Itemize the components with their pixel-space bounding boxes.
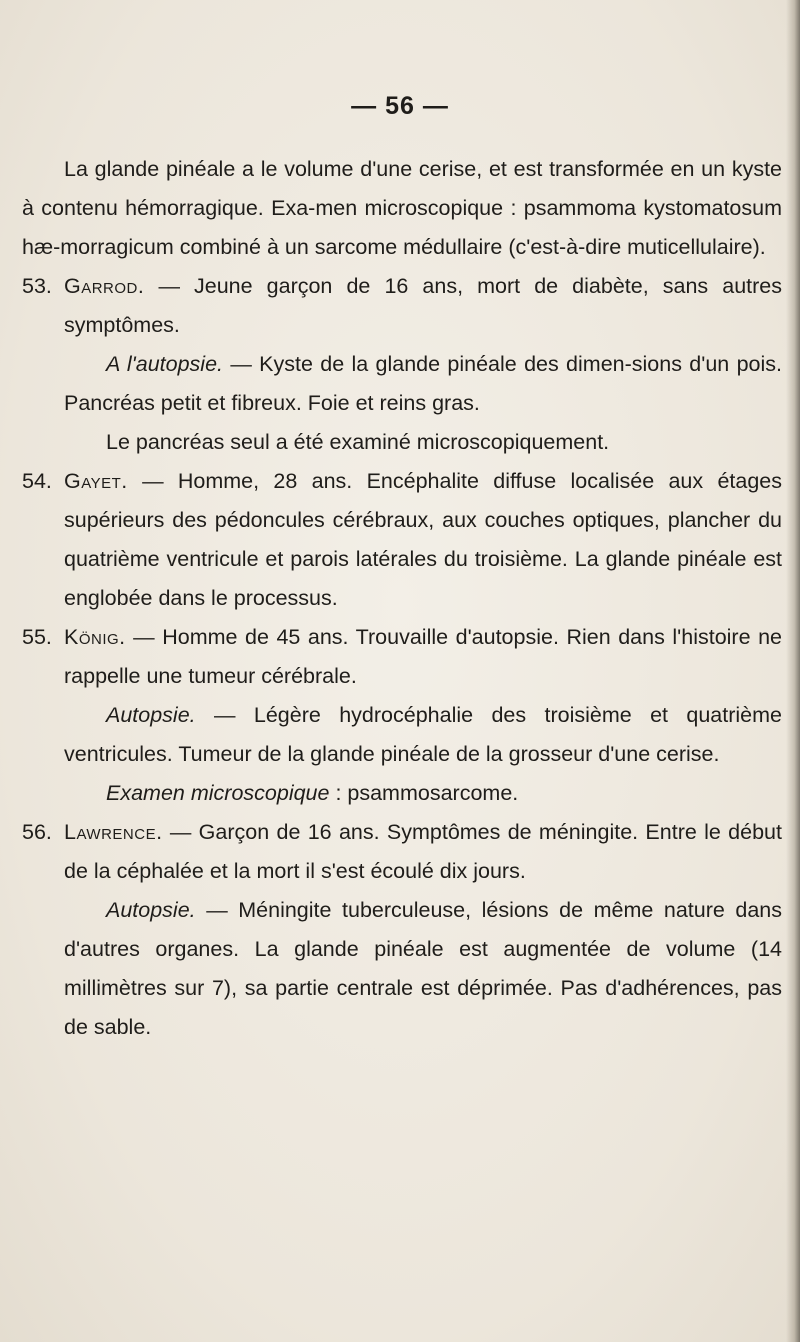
section-label: A l'autopsie. xyxy=(106,352,224,376)
case-author: Gayet. xyxy=(64,469,128,493)
case-section xyxy=(22,696,782,774)
case-author: König. xyxy=(64,625,126,649)
case-author: Garrod. xyxy=(64,274,145,298)
case-section xyxy=(22,423,782,462)
page-edge-shadow xyxy=(786,0,800,1342)
case-text: — Homme, 28 ans. Encéphalite diffuse localisée aux étages supérieurs des pédoncules cérébraux, aux couches optiques, plancher du quatrième ventricule et parois latérales du troisième. La glande pinéale est englobée dans le processus. xyxy=(64,469,782,610)
case-text: — Jeune garçon de 16 ans, mort de diabète, sans autres symptômes. xyxy=(64,274,782,337)
case-number: 56. xyxy=(22,820,52,844)
case-entry-56 xyxy=(22,813,782,891)
case-entry-54 xyxy=(22,462,782,618)
case-number: 55. xyxy=(22,625,52,649)
case-number: 54. xyxy=(22,469,52,493)
case-text: — Garçon de 16 ans. Symptômes de méningite. Entre le début de la céphalée et la mort il s'est écoulé dix jours. xyxy=(64,820,782,883)
page-number: — 56 — xyxy=(351,92,449,120)
section-text: — Méningite tuberculeuse, lésions de même nature dans d'autres organes. La glande pinéale est augmentée de volume (14 millimètres sur 7), sa partie centrale est déprimée. Pas d'adhérences, pas de sable. xyxy=(64,898,782,1039)
section-label: Autopsie. xyxy=(106,898,196,922)
case-text: — Homme de 45 ans. Trouvaille d'autopsie. Rien dans l'histoire ne rappelle une tumeur cérébrale. xyxy=(64,625,782,688)
case-section xyxy=(22,891,782,1047)
case-entry-55 xyxy=(22,618,782,696)
case-section xyxy=(22,774,782,813)
section-text: Le pancréas seul a été examiné microscopiquement. xyxy=(106,430,610,454)
section-text: : psammosarcome. xyxy=(329,781,519,805)
section-label: Examen microscopique xyxy=(106,781,330,805)
section-text: — Kyste de la glande pinéale des dimen-sions d'un pois. Pancréas petit et fibreux. Foie et reins gras. xyxy=(64,352,782,415)
case-author: Lawrence. xyxy=(64,820,163,844)
case-number: 53. xyxy=(22,274,52,298)
case-entry-53 xyxy=(22,267,782,345)
section-label: Autopsie. xyxy=(106,703,196,727)
page-text xyxy=(22,150,782,1047)
section-text: — Légère hydrocéphalie des troisième et quatrième ventricules. Tumeur de la glande pinéale de la grosseur d'une cerise. xyxy=(64,703,782,766)
intro-paragraph: La glande pinéale a le volume d'une cerise, et est transformée en un kyste à contenu hémorragique. Exa-men microscopique : psammoma kystomatosum hæ-morragicum combiné à un sarcome médullaire (c'est-à-dire muticellulaire). xyxy=(22,157,782,259)
case-section xyxy=(22,345,782,423)
